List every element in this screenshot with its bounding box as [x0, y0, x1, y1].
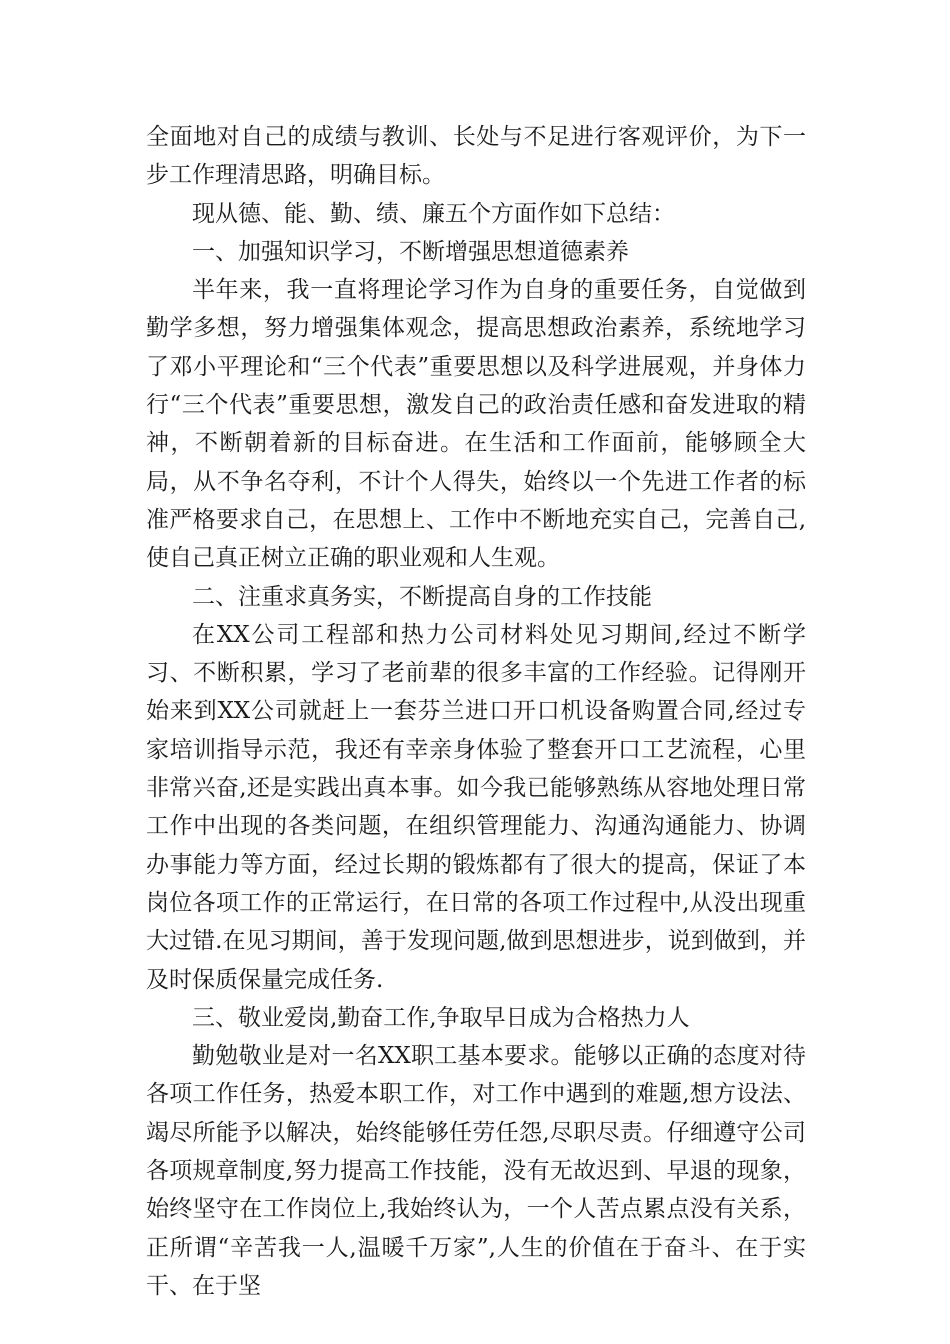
paragraph-section-3: 勤勉敬业是对一名XX职工基本要求。能够以正确的态度对待各项工作任务，热爱本职工作，对工作中遇到的难题,想方设法、竭尽所能予以解决，始终能够任劳任怨,尽职尽责。仔细遵守公司各项规章制度,努力提高工作技能，没有无故迟到、早退的现象，始终坚守在工作岗位上,我始终认为，一个人苦点累点没有关系，正所谓“辛苦我一人,温暖千万家”,人生的价值在于奋斗、在于实干、在于坚 — [146, 1043, 806, 1299]
section-heading-3: 三、敬业爱岗,勤奋工作,争取早日成为合格热力人 — [192, 1004, 690, 1031]
paragraph-summary-lead: 现从德、能、勤、绩、廉五个方面作如下总结： — [192, 200, 675, 227]
document-body — [146, 118, 806, 1305]
paragraph-section-2: 在XX公司工程部和热力公司材料处见习期间,经过不断学习、不断积累，学习了老前辈的很多丰富的工作经验。记得刚开始来到XX公司就赶上一套芬兰进口开口机设备购置合同,经过专家培训指导示范，我还有幸亲身体验了整套开口工艺流程，心里非常兴奋,还是实践出真本事。如今我已能够熟练从容地处理日常工作中出现的各类问题，在组织管理能力、沟通沟通能力、协调办事能力等方面，经过长期的锻炼都有了很大的提高，保证了本岗位各项工作的正常运行，在日常的各项工作过程中,从没出现重大过错.在见习期间，善于发现问题,做到思想进步，说到做到，并及时保质保量完成任务. — [146, 621, 806, 993]
paragraph-section-1: 半年来，我一直将理论学习作为自身的重要任务，自觉做到勤学多想，努力增强集体观念，提高思想政治素养，系统地学习了邓小平理论和“三个代表”重要思想以及科学进展观，并身体力行“三个代表”重要思想，激发自己的政治责任感和奋发进取的精神，不断朝着新的目标奋进。在生活和工作面前，能够顾全大局，从不争名夺利，不计个人得失，始终以一个先进工作者的标准严格要求自己，在思想上、工作中不断地充实自己，完善自己,使自己真正树立正确的职业观和人生观。 — [146, 277, 806, 572]
section-heading-1: 一、加强知识学习，不断增强思想道德素养 — [192, 238, 629, 265]
section-heading-2: 二、注重求真务实，不断提高自身的工作技能 — [192, 583, 652, 610]
paragraph-intro-continuation: 全面地对自己的成绩与教训、长处与不足进行客观评价，为下一步工作理清思路，明确目标。 — [146, 124, 806, 189]
